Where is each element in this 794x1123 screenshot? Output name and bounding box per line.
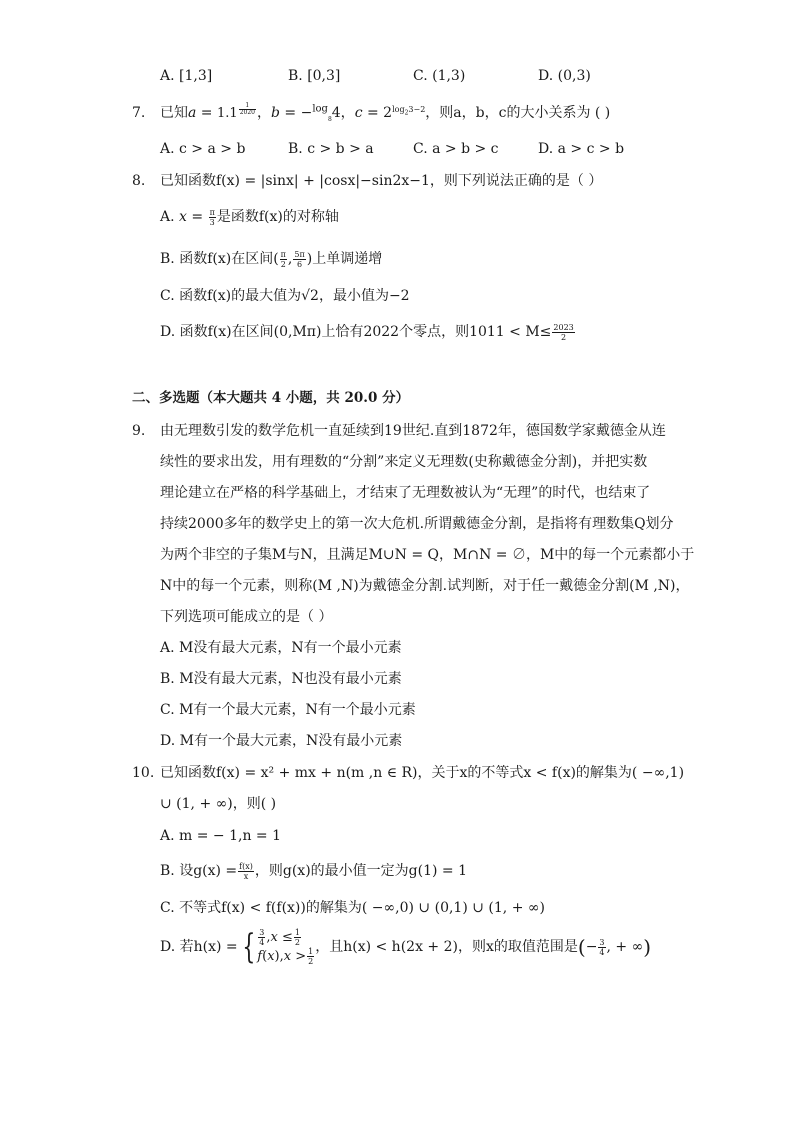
q9-stem-line: 续性的要求出发，用有理数的“分割”来定义无理数(史称戴德金分割)，并把实数 bbox=[160, 454, 648, 470]
q8-option-a-text: 是函数f(x)的对称轴 bbox=[216, 209, 339, 225]
q10-option-b[interactable]: B. 设g(x) = $\frac{f(x)}{x}$ ，则g(x)的最小值一定为g(1) = 1 bbox=[160, 861, 467, 881]
q7-option-a[interactable]: A. c > a > b bbox=[160, 141, 246, 157]
q10-option-a[interactable]: A. m = − 1,n = 1 bbox=[160, 828, 282, 844]
section-title-multiple-choice: 二、多选题（本大题共 4 小题，共 20.0 分） bbox=[132, 390, 410, 406]
q8-option-d[interactable]: D. 函数f(x)在区间(0,Mπ)上恰有2022个零点，则1011 < M≤ $\frac{2023}{2}$ bbox=[160, 322, 574, 342]
q9-stem-line: N中的每一个元素，则称(M ,N)为戴德金分割.试判断，对于任一戴德金分割(M ,N)， bbox=[160, 578, 690, 594]
q7-stem-tail: ，则a，b，c的大小关系为 ( ) bbox=[425, 105, 611, 122]
q6-option-d[interactable]: D. (0,3) bbox=[538, 68, 591, 84]
q9-option-d[interactable]: D. M有一个最大元素，N没有最小元素 bbox=[160, 733, 403, 749]
q9-stem bbox=[160, 416, 695, 633]
q10-option-d-minus: − bbox=[585, 939, 598, 955]
q9-option-c[interactable]: C. M有一个最大元素，N有一个最小元素 bbox=[160, 702, 416, 718]
q9-option-b[interactable]: B. M没有最大元素，N也没有最小元素 bbox=[160, 671, 402, 687]
q9-option-a[interactable]: A. M没有最大元素，N有一个最小元素 bbox=[160, 640, 402, 656]
q8-stem: 已知函数f(x) = |sinx| + |cosx|−sin2x−1，则下列说法正确的是（ ） bbox=[160, 173, 603, 189]
q7-option-c[interactable]: C. a > b > c bbox=[413, 141, 499, 157]
q9-stem-line: 持续2000多年的数学史上的第一次大危机.所谓戴德金分割，是指将有理数集Q划分 bbox=[160, 516, 674, 532]
q7-stem: 已知a = 1.1 $^{\frac{1}{2020}}$ ，b = −$^{log}_8$4，$c = 2^{log_23-2}$，则a，b，c的大小关系为 ( ) bbox=[160, 102, 611, 123]
q9-stem-line: 为两个非空的子集M与N，且满足M∪N = Q，M∩N = ∅，M中的每一个元素都小于 bbox=[160, 547, 695, 563]
q9-stem-line: 理论建立在严格的科学基础上，才结束了无理数被认为“无理”的时代，也结束了 bbox=[160, 485, 651, 501]
q7-number: 7. bbox=[132, 105, 146, 121]
q10-option-d[interactable]: D. 若h(x) = { $\frac{3}{4}$ ,x ≤ $\frac{1}{2}$ f(x),x > $\frac{1}{2}$ ，且h(x) < h(2x + 2)，则x的取值范围是(− $\frac{3}{4}$ , + ∞) bbox=[160, 927, 652, 967]
q10-option-d-mid: ，且h(x) < h(2x + 2)，则x的取值范围是 bbox=[315, 939, 578, 955]
q7-option-d[interactable]: D. a > c > b bbox=[538, 141, 625, 157]
q10-option-b-prefix: B. 设g(x) = bbox=[160, 863, 238, 879]
q8-option-b[interactable]: B. 函数f(x)在区间( $\frac{\pi}{2}$ , $\frac{5\pi}{6}$ )上单调递增 bbox=[160, 249, 383, 269]
q7-stem-prefix: 已知 bbox=[160, 105, 188, 122]
q6-option-c[interactable]: C. (1,3) bbox=[413, 68, 466, 84]
q10-option-b-suffix: ，则g(x)的最小值一定为g(1) = 1 bbox=[254, 863, 467, 879]
q6-option-a[interactable]: A. [1,3] bbox=[160, 68, 213, 84]
q8-number: 8. bbox=[132, 173, 146, 189]
q9-number: 9. bbox=[132, 423, 146, 439]
q10-stem-line2: ∪ (1, + ∞)，则( ) bbox=[160, 796, 277, 812]
q7-option-b[interactable]: B. c > b > a bbox=[288, 141, 374, 157]
q8-option-a[interactable]: A. x = $\frac{\pi}{3}$ 是函数f(x)的对称轴 bbox=[160, 207, 339, 227]
q8-option-b-prefix: B. 函数f(x)在区间( bbox=[160, 251, 279, 267]
q9-stem-line: 由无理数引发的数学危机一直延续到19世纪.直到1872年，德国数学家戴德金从连 bbox=[160, 423, 666, 439]
q10-number: 10. bbox=[132, 765, 155, 781]
q10-option-c[interactable]: C. 不等式f(x) < f(f(x))的解集为( −∞,0) ∪ (0,1) ∪ (1, + ∞) bbox=[160, 900, 545, 916]
q6-option-b[interactable]: B. [0,3] bbox=[288, 68, 341, 84]
q9-stem-line: 下列选项可能成立的是（ ） bbox=[160, 609, 333, 625]
q10-stem-line1: 已知函数f(x) = x² + mx + n(m ,n ∈ R)，关于x的不等式x < f(x)的解集为( −∞,1) bbox=[160, 765, 685, 781]
q8-option-c[interactable]: C. 函数f(x)的最大值为√2，最小值为−2 bbox=[160, 288, 410, 304]
q8-option-b-suffix: )上单调递增 bbox=[306, 251, 383, 267]
q10-option-d-prefix: D. 若h(x) = bbox=[160, 939, 238, 955]
q8-option-d-prefix: D. 函数f(x)在区间(0,Mπ)上恰有2022个零点，则1011 < M≤ bbox=[160, 324, 552, 340]
